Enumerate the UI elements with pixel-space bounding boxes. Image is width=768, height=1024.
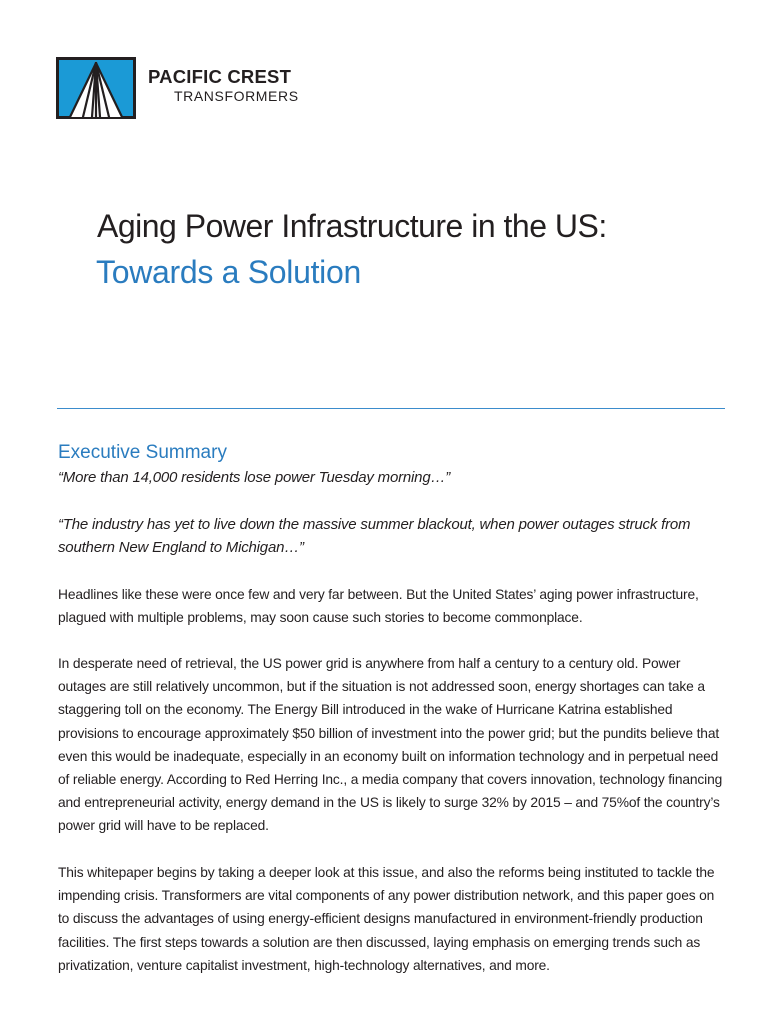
page-title: Aging Power Infrastructure in the US: xyxy=(97,208,607,244)
paragraph-3: This whitepaper begins by taking a deeper look at this issue, and also the reforms being instituted to tackle the impending crisis. Transformers are vital components of any power distribution network, and this paper goes on to discuss the advantages of using energy-efficient designs manufactured in environment-friendly production facilities. The first steps towards a solution are then discussed, laying emphasis on emerging trends such as privatization, venture capitalist investment, high-technology alternatives, and more. xyxy=(58,865,715,973)
quote-2: “The industry has yet to live down the massive summer blackout, when power outages struck from southern New England to Michigan…” xyxy=(58,516,691,556)
divider xyxy=(57,408,725,409)
transformer-tower-icon xyxy=(56,57,136,119)
page-subtitle: Towards a Solution xyxy=(96,254,361,290)
quote-1: “More than 14,000 residents lose power Tuesday morning…” xyxy=(58,469,451,486)
paragraph-2: In desperate need of retrieval, the US power grid is anywhere from half a century to a century old. Power outages are still relatively uncommon, but if the situation is not addressed soon, energy shortages can take a staggering toll on the economy. The Energy Bill introduced in the wake of Hurricane Katrina established provisions to encourage approximately $50 billion of investment into the power grid; but the pundits believe that even this would be inadequate, especially in an economy built on information technology and in perpetual need of reliable energy. According to Red Herring Inc., a media company that covers innovation, technology financing and entrepreneurial activity, energy demand in the US is likely to surge 32% by 2015 – and 75%of the country’s power grid will have to be replaced. xyxy=(58,656,723,834)
brand-subtitle: TRANSFORMERS xyxy=(174,88,299,104)
paragraph-1: Headlines like these were once few and very far between. But the United States’ aging power infrastructure, plagued with multiple problems, may soon cause such stories to become commonplace. xyxy=(58,587,699,626)
brand-name: PACIFIC CREST xyxy=(148,66,292,87)
section-heading: Executive Summary xyxy=(58,442,227,463)
company-logo xyxy=(56,57,346,121)
